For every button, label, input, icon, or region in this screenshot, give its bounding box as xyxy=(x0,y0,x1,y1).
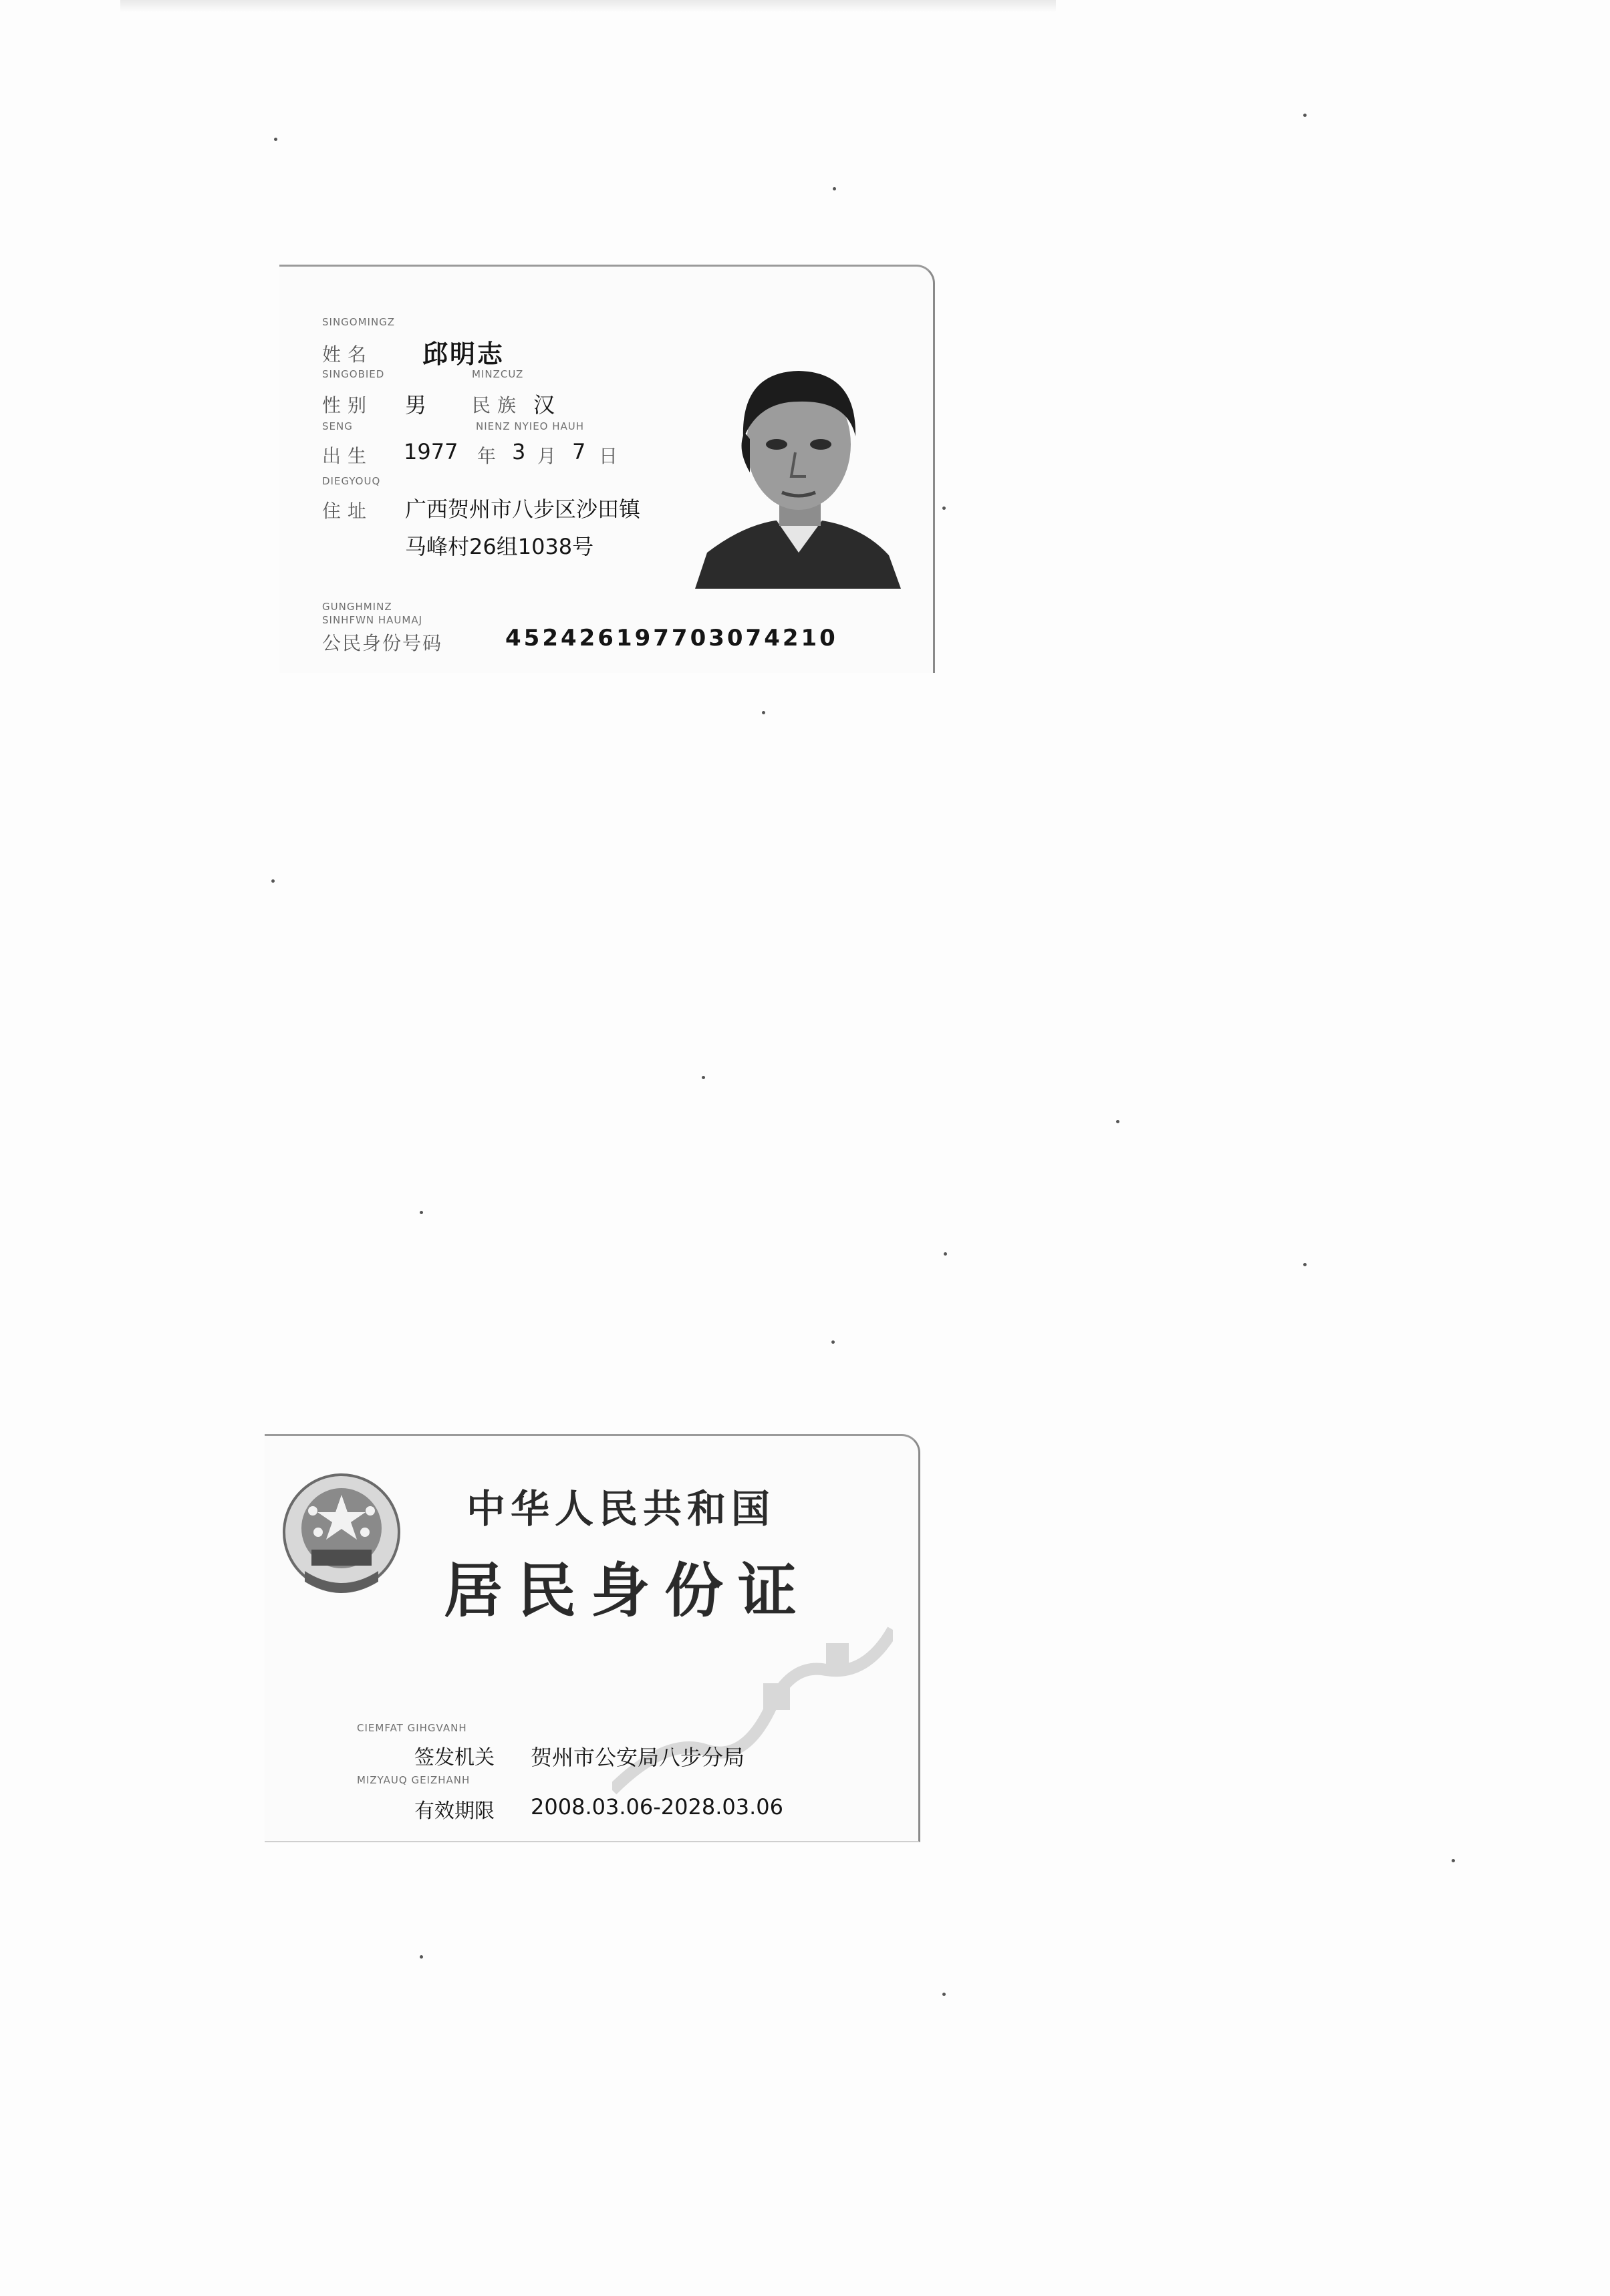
id-pinyin-2: SINHFWN HAUMAJ xyxy=(322,614,423,626)
birth-pinyin-units: NIENZ NYIEO HAUH xyxy=(476,420,585,432)
validity-label: 有效期限 xyxy=(414,1800,495,1823)
birth-label: 出生 xyxy=(322,445,374,467)
country-title: 中华人民共和国 xyxy=(466,1486,776,1532)
scan-speck xyxy=(1116,1120,1119,1123)
name-label: 姓名 xyxy=(322,343,374,366)
birth-pinyin: SENG xyxy=(322,420,353,432)
month-char: 月 xyxy=(537,445,557,467)
scan-speck xyxy=(831,1340,835,1344)
year-char: 年 xyxy=(477,445,497,467)
address-pinyin: DIEGYOUQ xyxy=(322,475,381,487)
great-wall-watermark xyxy=(612,1603,893,1804)
birth-day: 7 xyxy=(572,439,586,464)
name-pinyin: SINGOMINGZ xyxy=(322,316,396,328)
address-label: 住址 xyxy=(322,500,374,522)
birth-month: 3 xyxy=(512,439,526,464)
address-line-1: 广西贺州市八步区沙田镇 xyxy=(405,496,641,522)
scan-speck xyxy=(420,1211,423,1214)
authority-value: 贺州市公安局八步分局 xyxy=(531,1745,745,1770)
address-line-2: 马峰村26组1038号 xyxy=(405,534,594,559)
sex-value: 男 xyxy=(405,392,427,418)
authority-pinyin: CIEMFAT GIHGVANH xyxy=(357,1722,467,1734)
scan-speck xyxy=(420,1955,423,1959)
validity-value: 2008.03.06-2028.03.06 xyxy=(531,1794,783,1820)
ethnic-value: 汉 xyxy=(533,392,555,418)
scan-speck xyxy=(942,1993,946,1996)
validity-pinyin: MIZYAUQ GEIZHANH xyxy=(357,1774,471,1786)
page-edge-shadow xyxy=(120,0,1056,12)
national-emblem-icon xyxy=(278,1471,405,1604)
scan-speck xyxy=(702,1076,705,1079)
ethnic-label: 民族 xyxy=(472,394,523,416)
scan-speck xyxy=(271,879,275,883)
scan-speck xyxy=(1303,114,1307,117)
birth-year: 1977 xyxy=(404,439,458,464)
name-value: 邱明志 xyxy=(422,339,505,369)
id-card-front xyxy=(279,265,935,673)
ethnic-pinyin: MINZCUZ xyxy=(472,368,524,380)
id-pinyin-1: GUNGHMINZ xyxy=(322,601,392,613)
scan-speck xyxy=(1303,1263,1307,1266)
sex-label: 性别 xyxy=(322,394,374,416)
scan-speck xyxy=(942,507,946,510)
id-number-value: 452426197703074210 xyxy=(505,625,838,652)
id-card-back xyxy=(265,1434,920,1842)
scan-speck xyxy=(944,1252,947,1256)
sex-pinyin: SINGOBIED xyxy=(322,368,385,380)
day-char: 日 xyxy=(599,445,618,467)
authority-label: 签发机关 xyxy=(414,1746,495,1769)
portrait-photo xyxy=(688,332,909,589)
scan-speck xyxy=(1452,1859,1455,1862)
scan-speck xyxy=(274,138,277,141)
card-title: 居民身份证 xyxy=(444,1556,812,1625)
scan-speck xyxy=(762,711,765,714)
id-number-label: 公民身份号码 xyxy=(322,632,443,654)
scan-speck xyxy=(833,187,836,190)
